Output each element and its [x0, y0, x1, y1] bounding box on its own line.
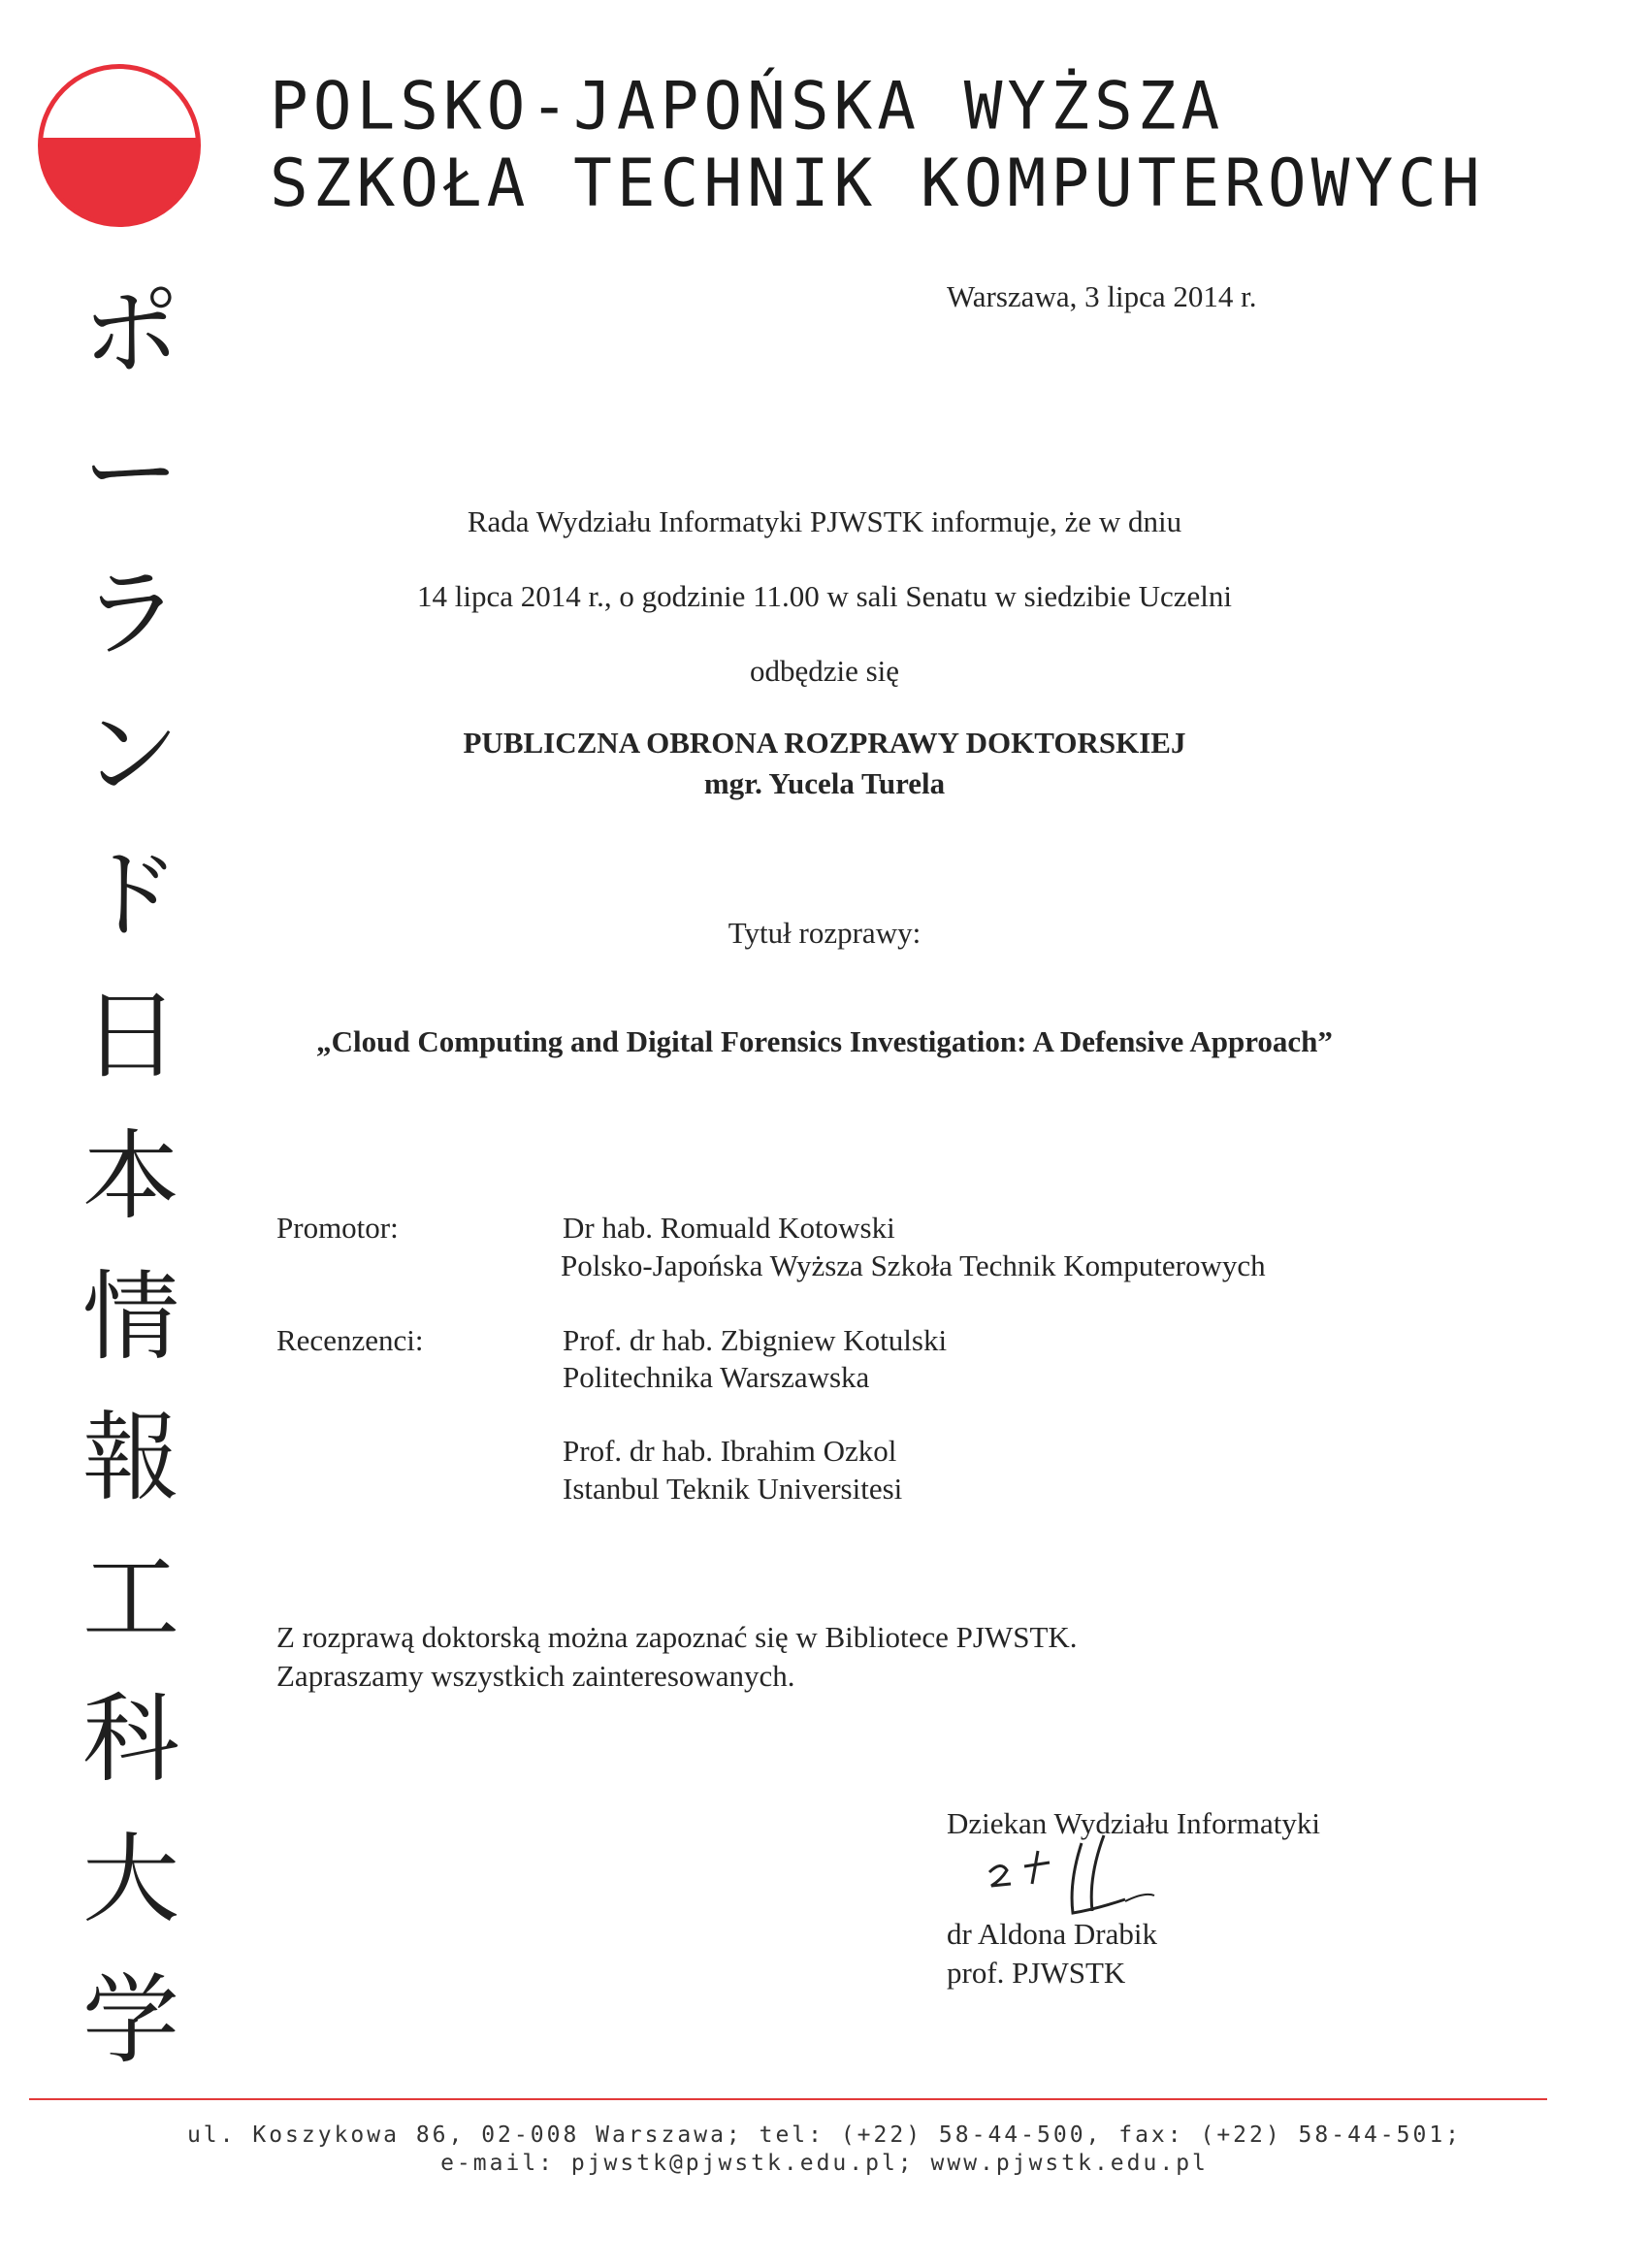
japanese-char: ン — [82, 697, 179, 811]
handwritten-signature — [980, 1824, 1193, 1930]
japanese-char: 報 — [82, 1401, 179, 1514]
footer-address: ul. Koszykowa 86, 02-008 Warszawa; tel: (+22) 58-44-500, fax: (+22) 58-44-501; — [186, 2122, 1463, 2148]
event-title: PUBLICZNA OBRONA ROZPRAWY DOKTORSKIEJ — [463, 726, 1186, 760]
signer-name: dr Aldona Drabik — [947, 1917, 1157, 1951]
japanese-char: ー — [82, 416, 179, 530]
footer-divider — [29, 2098, 1547, 2100]
japanese-char: 情 — [82, 1260, 179, 1374]
intro-line-1: Rada Wydziału Informatyki PJWSTK informuje, że w dniu — [467, 504, 1182, 538]
reviewer-1-name: Prof. dr hab. Zbigniew Kotulski — [563, 1323, 948, 1357]
library-note: Z rozprawą doktorską można zapoznać się w Bibliotece PJWSTK. — [276, 1620, 1078, 1654]
school-name-line-2: SZKOŁA TECHNIK KOMPUTEROWYCH — [270, 146, 1485, 222]
thesis-label: Tytuł rozprawy: — [728, 916, 922, 950]
signer-role: Dziekan Wydziału Informatyki — [947, 1806, 1320, 1840]
japanese-char: 本 — [82, 1119, 179, 1233]
japanese-char: 学 — [82, 1963, 179, 2077]
reviewer-2-affiliation: Istanbul Teknik Universitesi — [563, 1472, 903, 1506]
japanese-char: ド — [82, 838, 179, 952]
japanese-char: 科 — [82, 1682, 179, 1796]
reviewers-label: Recenzenci: — [276, 1323, 424, 1357]
japanese-char: ラ — [82, 557, 179, 670]
japanese-char: 工 — [82, 1541, 179, 1655]
letter-date: Warszawa, 3 lipca 2014 r. — [947, 279, 1257, 313]
japanese-char: ポ — [82, 275, 179, 389]
footer-contact: e-mail: pjwstk@pjwstk.edu.pl; www.pjwstk.edu.pl — [440, 2151, 1209, 2176]
signer-title: prof. PJWSTK — [947, 1956, 1126, 1990]
reviewer-1-affiliation: Politechnika Warszawska — [563, 1360, 870, 1394]
candidate-name: mgr. Yucela Turela — [703, 766, 946, 800]
school-name-line-1: POLSKO-JAPOŃSKA WYŻSZA — [270, 68, 1225, 145]
invitation-note: Zapraszamy wszystkich zainteresowanych. — [276, 1659, 795, 1693]
promotor-name: Dr hab. Romuald Kotowski — [563, 1211, 895, 1245]
thesis-title: „Cloud Computing and Digital Forensics Investigation: A Defensive Approach” — [316, 1024, 1333, 1058]
reviewer-2-name: Prof. dr hab. Ibrahim Ozkol — [563, 1434, 897, 1468]
school-name — [270, 68, 1531, 222]
promotor-affiliation: Polsko-Japońska Wyższa Szkoła Technik Komputerowych — [561, 1248, 1266, 1282]
intro-line-2: 14 lipca 2014 r., o godzinie 11.00 w sali Senatu w siedzibie Uczelni — [417, 579, 1232, 613]
university-logo — [38, 64, 201, 227]
intro-line-3: odbędzie się — [749, 654, 900, 688]
japanese-char: 大 — [82, 1823, 179, 1936]
japanese-char: 日 — [82, 979, 179, 1092]
promotor-label: Promotor: — [276, 1211, 399, 1245]
